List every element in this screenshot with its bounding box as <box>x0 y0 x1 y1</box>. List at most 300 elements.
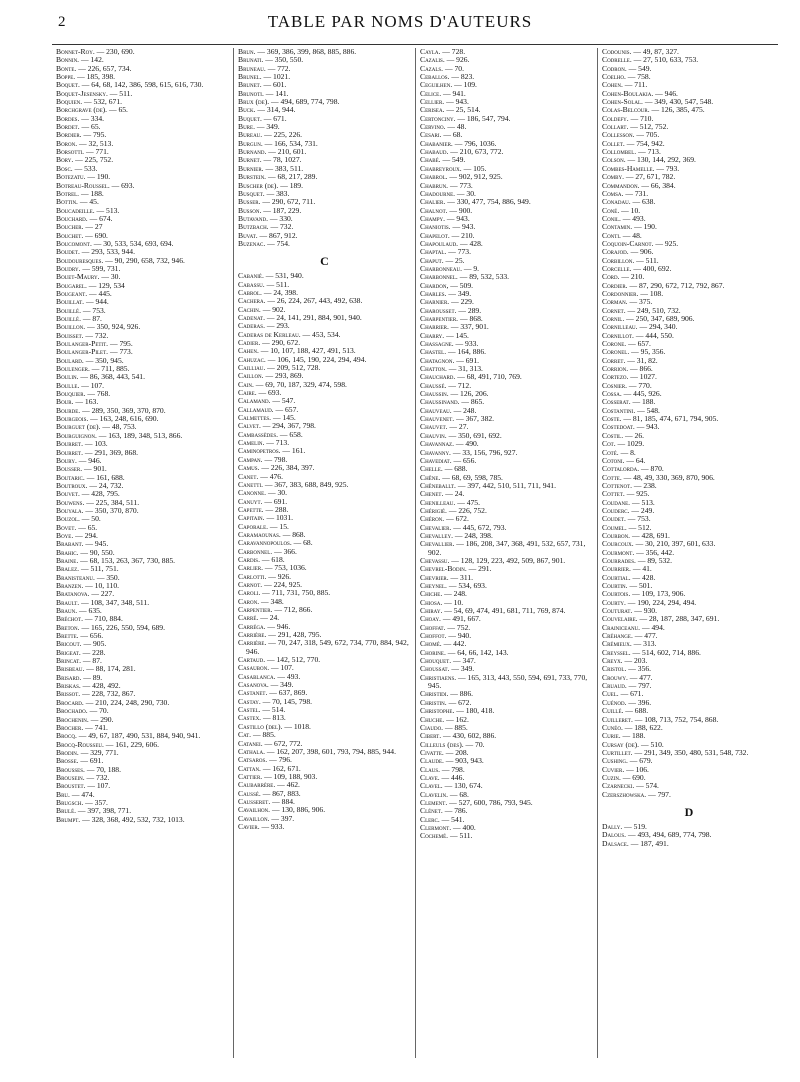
author-name: Commandon. <box>602 180 640 190</box>
page-references: 754. <box>276 238 290 248</box>
page-references: 313. <box>643 639 657 649</box>
author-name: Couvelaire. <box>602 614 638 624</box>
author-name: Capette. <box>238 504 264 514</box>
entry-dash: — <box>654 163 666 173</box>
entry-dash: — <box>278 429 290 439</box>
page-references: 26, 224, 267, 443, 492, 638. <box>276 296 363 306</box>
author-name: Braine. <box>56 555 79 565</box>
page-references: 541. <box>451 814 465 824</box>
page-references: 549. <box>638 63 652 73</box>
entry-dash: — <box>459 397 471 407</box>
entry-dash: — <box>620 772 633 782</box>
author-name: Caussé. <box>238 788 261 798</box>
author-name: Calamand. <box>238 396 271 406</box>
author-name: Conti. <box>602 230 621 240</box>
author-name: Dally. <box>602 821 623 831</box>
author-name: Cordier. <box>602 280 628 290</box>
page-references: 224, 925. <box>273 579 303 589</box>
page-references: 330, 477, 754, 886, 949. <box>456 197 531 207</box>
author-name: Boquet-Jesensky. <box>56 88 108 98</box>
page-references: 711. <box>634 80 648 90</box>
author-name: Chatagnon. <box>420 355 455 365</box>
author-name: Christophe. <box>420 706 455 716</box>
author-name: Borsotti. <box>56 147 85 157</box>
entry-dash: — <box>76 455 89 465</box>
entry-dash: — <box>69 789 82 799</box>
entry-dash: — <box>81 672 93 682</box>
page-references: 130, 144, 292, 369. <box>637 155 696 165</box>
entry-dash: — <box>446 288 458 298</box>
page-references: 24. <box>269 613 280 623</box>
page-references: 444, 550. <box>645 330 674 340</box>
author-name: Casanova. <box>238 680 269 690</box>
entry-dash: — <box>76 731 89 741</box>
page-references: 943. <box>461 222 476 232</box>
page-references: 311. <box>460 572 474 582</box>
author-name: Bouvet. <box>56 489 80 499</box>
author-name: Cabassu. <box>238 279 265 289</box>
entry-dash: — <box>79 55 91 65</box>
index-column-2 <box>234 48 416 1058</box>
page-references: 462. <box>286 780 300 790</box>
page-references: 674. <box>99 213 113 223</box>
entry-dash: — <box>270 796 282 806</box>
entry-dash: — <box>84 297 96 307</box>
author-name: Caramaounas. <box>238 529 281 539</box>
page-references: 293, 869. <box>274 371 304 381</box>
entry-dash: — <box>633 330 646 340</box>
entry-dash: — <box>94 48 107 56</box>
author-name: Butzbach. <box>238 222 269 232</box>
entry-dash: — <box>450 447 463 457</box>
entry-dash: — <box>653 88 665 98</box>
page-references: 753. <box>637 514 651 524</box>
author-name: Bonnin. <box>56 55 80 65</box>
page-references: 210. <box>630 272 645 282</box>
page-references: 31, 82. <box>636 355 658 365</box>
author-name: Calvet. <box>238 421 261 431</box>
author-name: Champy. <box>420 213 446 223</box>
page-references: 290. <box>100 714 114 724</box>
page-references: 30. <box>110 272 121 282</box>
entry-dash: — <box>441 130 453 140</box>
entry-dash: — <box>77 138 89 148</box>
page-references: 41. <box>642 564 652 574</box>
author-name: Brault. <box>56 597 80 607</box>
entry-dash: — <box>624 314 636 323</box>
entry-dash: — <box>275 671 287 681</box>
page-references: 637, 869. <box>278 688 308 698</box>
page-references: 30, 210, 397, 601, 633. <box>645 539 716 549</box>
page-references: 48, 753. <box>111 422 137 432</box>
author-name: Ceguilhen. <box>420 80 453 90</box>
entry-dash: — <box>454 706 466 716</box>
entry-dash: — <box>446 347 458 357</box>
author-name: Boye. <box>56 530 74 540</box>
page-references: 797. <box>638 681 652 691</box>
page-references: 691. <box>465 355 480 365</box>
page-references: 142. <box>90 55 104 65</box>
entry-dash: — <box>454 539 466 549</box>
page-references: 511. <box>276 279 290 289</box>
author-name: Collet. <box>602 138 625 148</box>
page-references: 926. <box>277 571 292 581</box>
entry-dash: — <box>75 72 87 82</box>
entry-dash: — <box>262 454 274 464</box>
author-name: Bourguignon. <box>56 430 97 440</box>
entry-dash: — <box>268 222 280 232</box>
author-name: Bouzol. <box>56 514 80 524</box>
author-name: Brunel. <box>238 72 262 82</box>
page-references: 130, 674. <box>454 781 483 791</box>
author-name: Carlier. <box>238 563 264 573</box>
entry-dash: — <box>260 588 272 598</box>
author-name: Chuche. <box>420 714 445 724</box>
page-references: 49, 67, 187, 490, 531, 884, 940, 941. <box>88 731 201 741</box>
page-references: 943. <box>456 213 470 223</box>
author-name: Cordonnier. <box>602 288 639 298</box>
author-name: Casaubon. <box>238 663 270 673</box>
author-name: Bralez. <box>56 564 80 574</box>
author-name: Chaput. <box>420 255 444 265</box>
page-title: TABLE PAR NOMS D'AUTEURS <box>267 12 533 31</box>
page-references: 356, 442. <box>645 547 675 557</box>
author-name: Boquet. <box>56 80 80 90</box>
author-name: Cuvier. <box>602 764 625 774</box>
page-references: 145. <box>282 413 296 423</box>
author-name: Corbillon. <box>602 255 635 265</box>
page-references: 81, 185, 474, 671, 794, 905. <box>632 414 719 424</box>
page-references: 161, 229, 606. <box>115 739 159 749</box>
page-references: 1031. <box>275 513 294 523</box>
author-name: Brodin. <box>56 747 79 757</box>
entry-dash: — <box>452 530 465 540</box>
page-references: 337, 901. <box>460 322 489 332</box>
author-name: Crémieux. <box>602 639 632 649</box>
entry-dash: — <box>639 464 651 474</box>
entry-dash: — <box>82 447 95 457</box>
entry-dash: — <box>87 480 99 490</box>
page-references: 291, 369, 868. <box>94 447 139 457</box>
author-name: Cambassèdes. <box>238 429 279 439</box>
entry-dash: — <box>446 631 458 641</box>
page-references: 795. <box>119 339 133 349</box>
entry-dash: — <box>84 664 96 674</box>
author-name: Clavel. <box>420 781 443 791</box>
entry-dash: — <box>451 656 463 666</box>
entry-dash: — <box>80 689 92 699</box>
author-name: Caderas. <box>238 321 265 331</box>
page-references: 428, 795. <box>91 489 120 499</box>
author-name: Cabrol. <box>238 287 262 297</box>
page-references: 768. <box>96 389 111 399</box>
author-name: Chelle. <box>420 464 443 474</box>
author-name: Cornillot. <box>602 330 634 340</box>
entry-dash: — <box>443 255 456 265</box>
entry-dash: — <box>443 722 455 732</box>
page-references: 531, 940. <box>275 271 304 281</box>
entry-dash: — <box>624 489 637 499</box>
entry-dash: — <box>103 255 115 265</box>
entry-dash: — <box>454 355 466 365</box>
entry-dash: — <box>625 355 637 365</box>
author-name: Bourde. <box>56 405 81 415</box>
author-name: Busson. <box>238 205 262 215</box>
author-name: Cadier. <box>238 338 261 347</box>
entry-dash: — <box>78 756 90 766</box>
entry-dash: — <box>263 88 276 98</box>
page-references: 512. <box>638 522 652 532</box>
entry-dash: — <box>83 722 95 732</box>
entry-dash: — <box>79 380 91 390</box>
page-references: 690. <box>94 230 108 240</box>
author-name: Cerisea. <box>420 105 445 115</box>
page-references: 867, 912. <box>269 230 298 240</box>
index-entry <box>420 832 593 840</box>
page-references: 367, 382. <box>465 414 495 424</box>
entry-dash: — <box>452 80 464 90</box>
page-references: 106, 145, 190, 224, 294, 494. <box>277 354 367 364</box>
author-name: Chassagne. <box>420 339 454 349</box>
entry-dash: — <box>85 322 97 332</box>
page-references: 902. <box>272 304 286 314</box>
author-name: Christidi. <box>420 689 449 699</box>
page-references: 944. <box>95 297 109 307</box>
entry-dash: — <box>263 504 275 514</box>
entry-dash: — <box>291 538 304 548</box>
entry-dash: — <box>260 304 273 314</box>
page-references: 161, 688. <box>96 472 125 482</box>
page-references: 226, 657, 734. <box>87 63 132 73</box>
page-references: 10. <box>630 205 641 215</box>
author-name: Cellier. <box>420 97 445 107</box>
entry-dash: — <box>84 764 97 774</box>
entry-dash: — <box>260 197 272 207</box>
page-references: 290, 672, 711. <box>271 197 316 207</box>
letter-heading: D <box>684 804 694 819</box>
author-name: Coté. <box>602 447 619 457</box>
author-name: Chavannaz. <box>420 439 455 449</box>
page-references: 885. <box>454 722 468 732</box>
page-references: 712, 866. <box>283 605 313 614</box>
author-name: Chevalley. <box>420 530 453 540</box>
page-references: 229. <box>460 297 474 307</box>
author-name: Cosserat. <box>602 397 631 407</box>
entry-dash: — <box>444 97 456 107</box>
author-name: Capitain. <box>238 513 265 523</box>
author-name: Courbon. <box>602 530 631 540</box>
page-number: 2 <box>58 14 66 30</box>
page-references: 493. <box>286 671 301 681</box>
page-references: 31, 313. <box>458 364 483 374</box>
page-references: 226, 384, 397. <box>270 463 315 473</box>
author-name: Chauvin. <box>420 430 447 440</box>
entry-dash: — <box>628 247 641 257</box>
entry-dash: — <box>87 706 100 716</box>
entry-dash: — <box>258 346 271 356</box>
author-name: Chomé. <box>420 639 442 649</box>
entry-dash: — <box>628 113 641 123</box>
entry-dash: — <box>83 581 95 590</box>
page-references: 933. <box>465 339 479 349</box>
page-references: 868. <box>469 314 483 323</box>
author-name: Branzen. <box>56 581 84 590</box>
author-name: Chauchard. <box>420 372 456 382</box>
entry-dash: — <box>620 213 633 223</box>
page-references: 770. <box>638 380 652 390</box>
author-name: Ciaudo. <box>420 722 444 732</box>
page-references: 108, 347, 348, 511. <box>90 597 150 607</box>
author-name: Choffot. <box>420 631 447 641</box>
author-name: Braun. <box>56 606 78 616</box>
page-references: 940. <box>457 631 472 641</box>
author-name: Chevassu. <box>420 555 450 565</box>
page-references: 870. <box>650 464 664 474</box>
author-name: Canetti. <box>238 479 264 489</box>
page-references: 105. <box>473 163 487 173</box>
author-name: Carréga. <box>238 621 266 631</box>
entry-dash: — <box>83 355 96 365</box>
author-name: Cattier. <box>238 771 263 781</box>
author-name: Bougarel. <box>56 280 87 290</box>
author-name: Bonte. <box>56 63 77 73</box>
page-references: 885. <box>262 730 276 740</box>
page-references: 793. <box>665 163 680 173</box>
author-name: Costantini. <box>602 405 636 415</box>
page-references: 128, 129, 223, 492, 509, 867, 901. <box>460 555 566 565</box>
author-name: Caravannopoulos. <box>238 538 292 548</box>
entry-dash: — <box>271 413 283 423</box>
entry-dash: — <box>455 188 467 198</box>
author-name: Burnet. <box>238 155 262 165</box>
author-name: Chabé. <box>420 155 441 165</box>
page-references: 314, 944. <box>266 105 296 115</box>
entry-dash: — <box>78 747 91 757</box>
author-name: Claude. <box>420 756 444 766</box>
author-name: Bovet. <box>56 522 77 532</box>
page-references: 511. <box>119 88 133 98</box>
page-references: 900. <box>458 205 473 215</box>
entry-dash: — <box>442 589 454 599</box>
author-name: Ceballos. <box>420 72 450 82</box>
entry-dash: — <box>632 714 645 724</box>
entry-dash: — <box>626 697 638 707</box>
page-references: 366. <box>283 546 297 556</box>
entry-dash: — <box>637 322 649 332</box>
entry-dash: — <box>73 530 85 540</box>
entry-dash: — <box>630 564 643 574</box>
author-name: Chauveau. <box>420 405 452 415</box>
entry-dash: — <box>447 172 459 182</box>
author-name: Bouillé. <box>56 314 82 323</box>
entry-dash: — <box>621 414 633 424</box>
entry-dash: — <box>263 163 275 173</box>
index-entry <box>238 639 411 656</box>
entry-dash: — <box>461 163 474 173</box>
page-references: 728. <box>451 48 466 56</box>
entry-dash: — <box>454 414 466 424</box>
page-references: 514, 602, 714, 886. <box>642 647 701 657</box>
entry-dash: — <box>260 763 273 773</box>
entry-dash: — <box>621 389 634 399</box>
author-name: Briskas. <box>56 681 81 691</box>
author-name: Cotte. <box>602 472 622 482</box>
entry-dash: — <box>634 255 646 265</box>
author-name: Burnand. <box>238 147 267 157</box>
entry-dash: — <box>91 238 104 248</box>
author-name: Boutroux. <box>56 480 88 490</box>
index-entry <box>56 816 229 824</box>
entry-dash: — <box>87 288 99 298</box>
page-references: 679. <box>639 756 653 766</box>
author-name: Boulanger-Petit. <box>56 339 109 349</box>
page-references: 165, 226, 550, 594, 689. <box>90 622 165 632</box>
entry-dash: — <box>108 347 120 357</box>
author-name: Corajod. <box>602 247 629 257</box>
entry-dash: — <box>266 147 278 157</box>
page-references: 732. <box>279 222 294 232</box>
author-name: Conil. <box>602 213 621 223</box>
entry-dash: — <box>262 130 274 140</box>
page-references: 773. <box>119 347 133 357</box>
entry-dash: — <box>629 505 641 515</box>
author-name: Cot. <box>602 439 616 449</box>
page-references: 519. <box>633 821 647 831</box>
page-references: 68. <box>459 789 469 799</box>
page-references: 161. <box>291 446 306 456</box>
entry-dash: — <box>264 746 277 756</box>
page-references: 865. <box>470 397 485 407</box>
entry-dash: — <box>622 80 635 90</box>
page-references: 693. <box>268 388 282 398</box>
author-name: Bricout. <box>56 639 82 649</box>
entry-dash: — <box>269 813 281 823</box>
entry-dash: — <box>448 831 460 841</box>
entry-dash: — <box>634 781 646 791</box>
entry-dash: — <box>440 48 452 56</box>
entry-dash: — <box>451 405 464 415</box>
page-references: 163, 248, 616, 690. <box>99 414 159 424</box>
author-name: Cazals. <box>420 63 444 73</box>
page-references: 227. <box>100 589 115 599</box>
entry-dash: — <box>448 689 460 699</box>
page-references: 884. <box>281 796 295 806</box>
entry-dash: — <box>625 72 638 82</box>
entry-dash: — <box>455 497 467 507</box>
page-references: 238. <box>643 480 657 490</box>
entry-dash: — <box>78 547 90 557</box>
entry-dash: — <box>653 238 665 248</box>
page-references: 758. <box>637 72 651 82</box>
entry-dash: — <box>77 606 89 616</box>
author-name: Brocard. <box>56 697 84 707</box>
entry-dash: — <box>618 689 631 699</box>
author-name: Cuel. <box>602 689 619 699</box>
author-name: Corman. <box>602 297 628 307</box>
entry-dash: — <box>628 372 640 382</box>
page-references: 1018. <box>293 721 311 731</box>
entry-dash: — <box>263 55 275 65</box>
author-name: Cottalorda. <box>602 464 640 474</box>
entry-dash: — <box>79 113 91 123</box>
page-references: 180, 418. <box>465 706 495 716</box>
author-name: Curtillet. <box>602 747 633 757</box>
entry-dash: — <box>88 414 100 424</box>
entry-dash: — <box>83 330 95 340</box>
page-references: 89, 532. <box>647 555 672 565</box>
page-references: 188, 622. <box>634 722 663 732</box>
entry-dash: — <box>454 439 466 449</box>
